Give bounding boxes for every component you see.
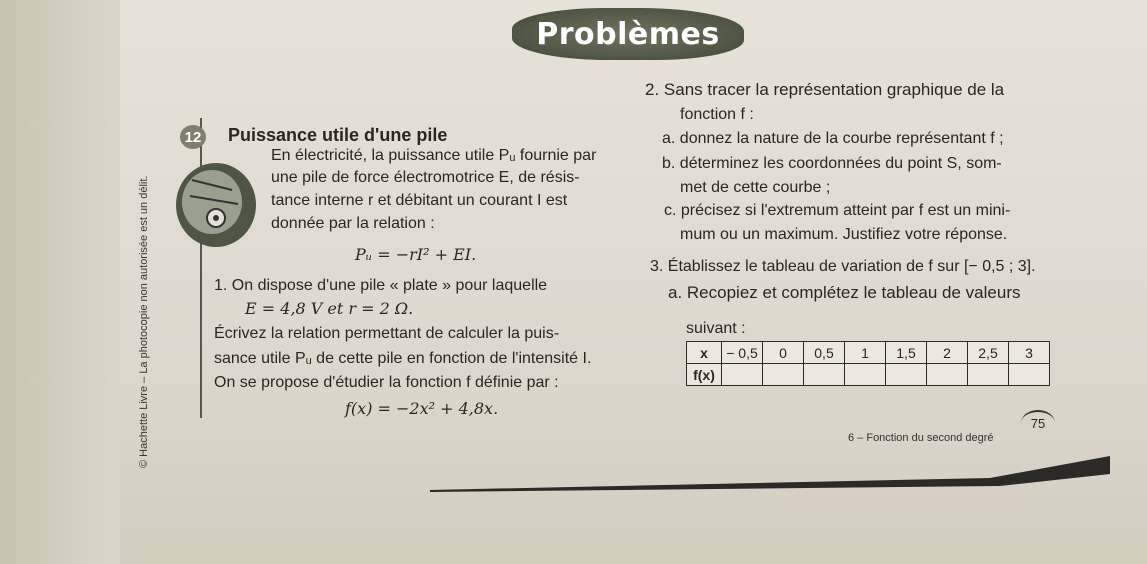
table-cell-empty — [968, 364, 1009, 386]
q3-item-a: a. Recopiez et complétez le tableau de valeurs — [668, 283, 1021, 302]
q1-line-3: Écrivez la relation permettant de calculer la puis- — [214, 325, 560, 342]
battery-illustration-icon — [172, 160, 260, 250]
table-cell: 1 — [845, 342, 886, 364]
copyright-text: © Hachette Livre – La photocopie non autorisée est un délit. — [138, 175, 150, 468]
table-row-x — [687, 342, 1050, 364]
table-cell: 3 — [1009, 342, 1050, 364]
page-shadow — [0, 0, 120, 564]
formula-power: Pᵤ = −rI² + EI. — [355, 245, 477, 264]
table-cell: 0 — [763, 342, 804, 364]
table-cell-empty — [1009, 364, 1050, 386]
values-table — [686, 341, 1050, 386]
q2-item-c: c. précisez si l'extremum atteint par f est un mini- — [664, 202, 1011, 219]
table-cell-empty — [722, 364, 763, 386]
table-cell: 1,5 — [886, 342, 927, 364]
section-banner — [512, 8, 744, 60]
q3-item-a-cont: suivant : — [686, 320, 746, 337]
q2-item-b-cont: met de cette courbe ; — [680, 179, 831, 196]
intro-line-3: tance interne r et débitant un courant I est — [271, 192, 568, 209]
page-number: 75 — [1021, 410, 1055, 436]
table-row-fx — [687, 364, 1050, 386]
table-cell: 2,5 — [968, 342, 1009, 364]
table-cell-empty — [927, 364, 968, 386]
exercise-title: Puissance utile d'une pile — [228, 125, 448, 145]
table-header-fx: f(x) — [687, 364, 722, 386]
q2-item-a: a. donnez la nature de la courbe représentant f ; — [662, 130, 1004, 147]
table-cell-empty — [886, 364, 927, 386]
q1-line-1: 1. On dispose d'une pile « plate » pour laquelle — [214, 277, 548, 294]
table-header-x: x — [687, 342, 722, 364]
q1-values: E = 4,8 V et r = 2 Ω. — [245, 299, 414, 318]
table-cell: 0,5 — [804, 342, 845, 364]
q2-line-1: 2. Sans tracer la représentation graphique de la — [645, 80, 1005, 99]
q2-item-b: b. déterminez les coordonnées du point S, som- — [662, 155, 1002, 172]
q1-line-4: sance utile Pᵤ de cette pile en fonction de l'intensité I. — [214, 350, 592, 367]
section-title: Problèmes — [536, 16, 720, 52]
q1-line-5: On se propose d'étudier la fonction f définie par : — [214, 374, 559, 391]
chapter-footer: 6 – Fonction du second degré — [848, 432, 994, 444]
table-cell-empty — [845, 364, 886, 386]
exercise-number: 12 — [180, 125, 206, 149]
q2-line-2: fonction f : — [680, 106, 754, 123]
page-edge-band — [430, 452, 1110, 492]
intro-line-2: une pile de force électromotrice E, de résis- — [271, 169, 580, 186]
copyright-sidebar — [138, 100, 154, 470]
intro-line-4: donnée par la relation : — [271, 215, 435, 232]
table-cell-empty — [763, 364, 804, 386]
intro-line-1: En électricité, la puissance utile Pᵤ fournie par — [271, 147, 597, 164]
q2-item-c-cont: mum ou un maximum. Justifiez votre réponse. — [680, 226, 1008, 243]
formula-function: f(x) = −2x² + 4,8x. — [345, 399, 499, 418]
table-cell: − 0,5 — [722, 342, 763, 364]
table-cell: 2 — [927, 342, 968, 364]
q3-line-1: 3. Établissez le tableau de variation de f sur [− 0,5 ; 3]. — [650, 258, 1036, 275]
table-cell-empty — [804, 364, 845, 386]
